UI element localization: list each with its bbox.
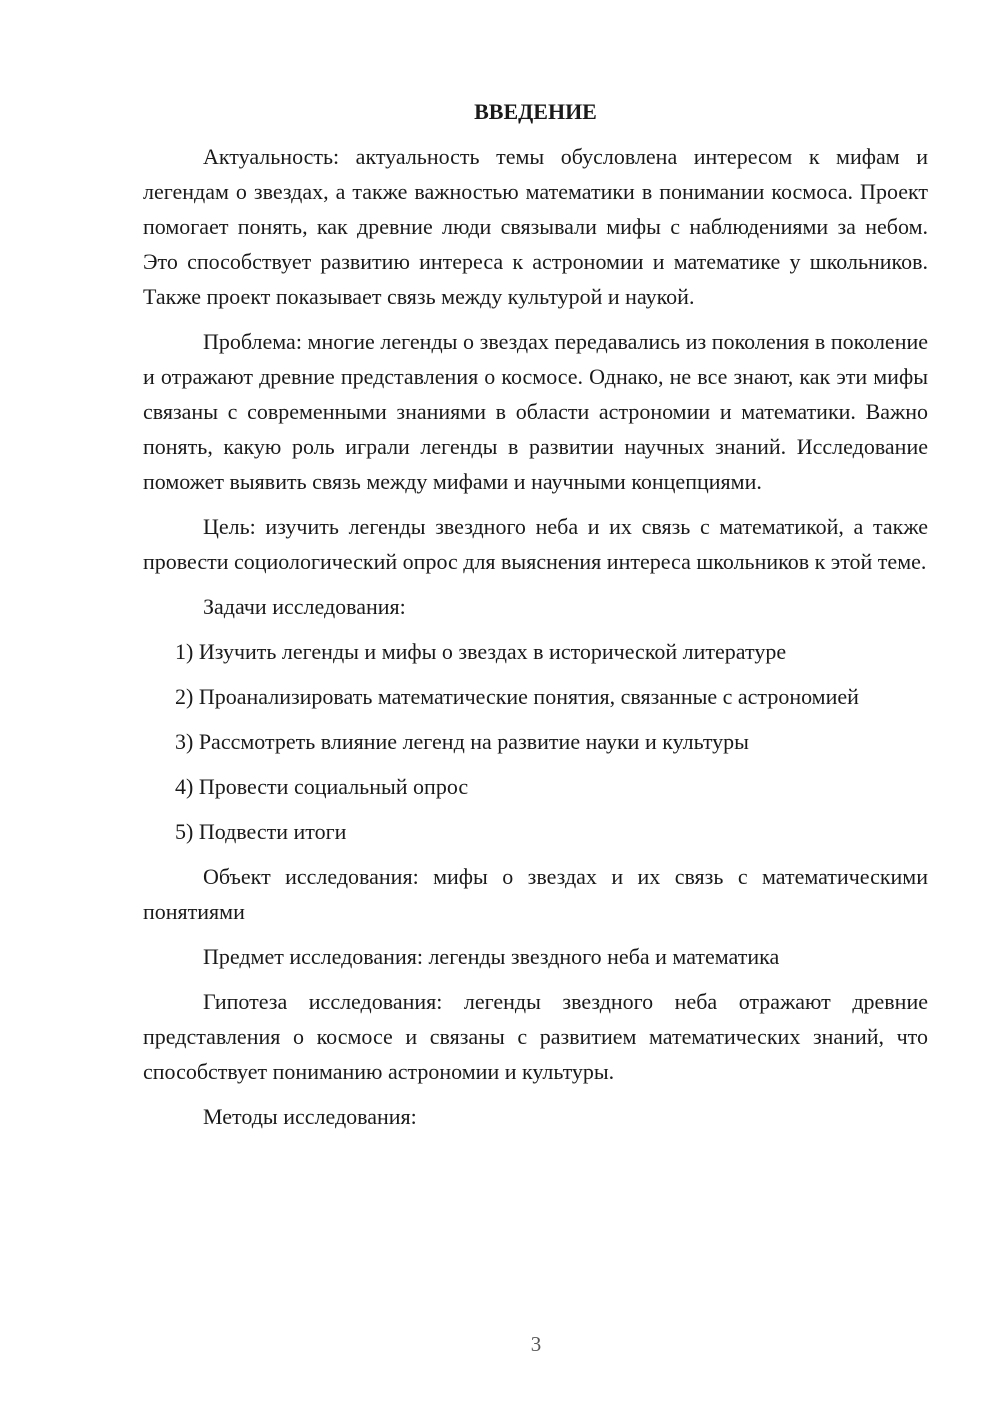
task-item-2: 2) Проанализировать математические понятия, связанные с астрономией	[175, 684, 859, 709]
paragraph-problem: Проблема: многие легенды о звездах передавались из поколения в поколение и отражают древние представления о космосе. Однако, не все знают, как эти мифы связаны с современными знаниями в области астрономии и математики. Важно понять, какую роль играли легенды в развитии научных знаний. Исследование поможет выявить связь между мифами и научными концепциями.	[143, 329, 928, 494]
paragraph-subject: Предмет исследования: легенды звездного неба и математика	[203, 944, 780, 969]
task-item-4: 4) Провести социальный опрос	[175, 774, 469, 799]
page-number: 3	[530, 1332, 542, 1356]
section-heading: ВВЕДЕНИЕ	[474, 99, 597, 124]
paragraph-goal: Цель: изучить легенды звездного неба и их связь с математикой, а также провести социологический опрос для выяснения интереса школьников к этой теме.	[143, 514, 928, 574]
paragraph-object: Объект исследования: мифы о звездах и их связь с математическими понятиями	[143, 864, 928, 924]
task-item-1: 1) Изучить легенды и мифы о звездах в исторической литературе	[175, 639, 787, 664]
paragraph-hypothesis: Гипотеза исследования: легенды звездного неба отражают древние представления о космосе и связаны с развитием математических знаний, что способствует пониманию астрономии и культуры.	[143, 989, 928, 1084]
paragraph-relevance: Актуальность: актуальность темы обусловлена интересом к мифам и легендам о звездах, а также важностью математики в понимании космоса. Проект помогает понять, как древние люди связывали мифы с наблюдениями за небом. Это способствует развитию интереса к астрономии и математике у школьников. Также проект показывает связь между культурой и наукой.	[143, 144, 928, 309]
paragraph-tasks-heading: Задачи исследования:	[203, 594, 406, 619]
paragraph-methods: Методы исследования:	[203, 1104, 417, 1129]
task-item-5: 5) Подвести итоги	[175, 819, 347, 844]
task-item-3: 3) Рассмотреть влияние легенд на развитие науки и культуры	[175, 729, 749, 754]
page-content	[143, 94, 928, 1144]
